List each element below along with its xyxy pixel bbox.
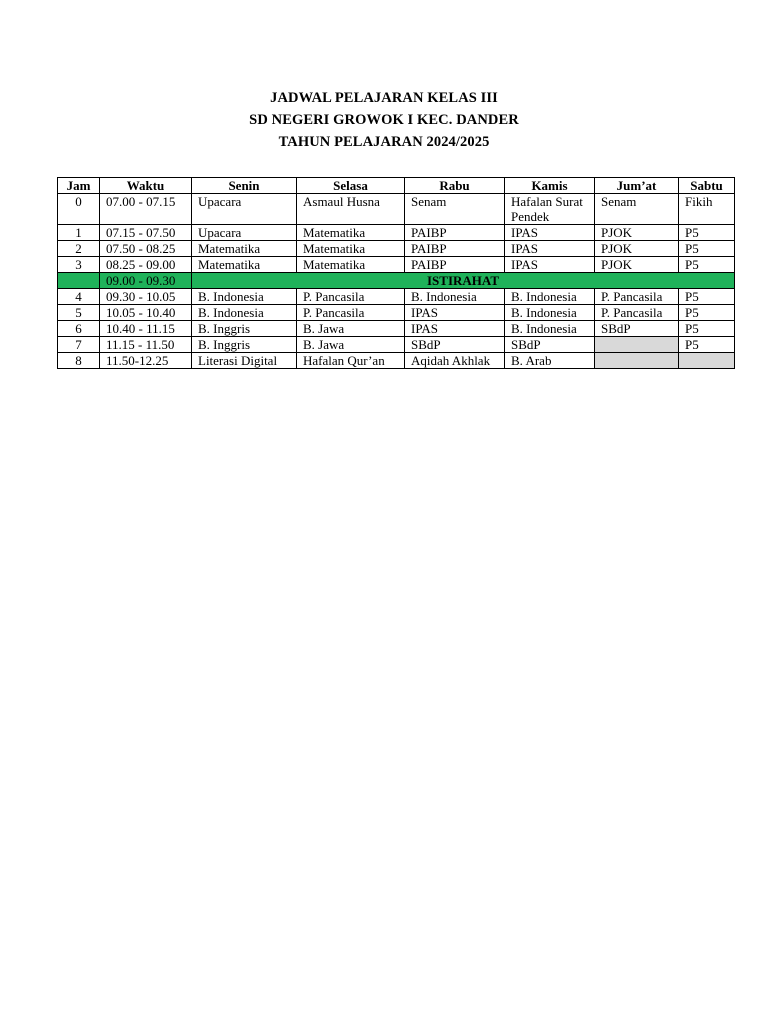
title-line-2: SD NEGERI GROWOK I KEC. DANDER	[249, 112, 519, 128]
cell-selasa: B. Jawa	[297, 337, 405, 353]
cell-jumat: P. Pancasila	[595, 305, 679, 321]
cell-jumat: PJOK	[595, 225, 679, 241]
cell-jumat: Senam	[595, 194, 679, 225]
cell-rabu: IPAS	[405, 321, 505, 337]
cell-jam: 4	[58, 289, 100, 305]
cell-selasa: Matematika	[297, 241, 405, 257]
cell-jumat: PJOK	[595, 241, 679, 257]
cell-senin: Upacara	[192, 225, 297, 241]
cell-waktu: 11.50-12.25	[100, 353, 192, 369]
cell-rabu: PAIBP	[405, 241, 505, 257]
cell-senin: B. Inggris	[192, 321, 297, 337]
header-waktu: Waktu	[100, 178, 192, 194]
cell-jam: 0	[58, 194, 100, 225]
table-row	[58, 321, 735, 337]
cell-jumat: PJOK	[595, 257, 679, 273]
cell-jumat: P. Pancasila	[595, 289, 679, 305]
header-kamis: Kamis	[505, 178, 595, 194]
title-line-1: JADWAL PELAJARAN KELAS III	[270, 90, 498, 106]
cell-selasa: Hafalan Qur’an	[297, 353, 405, 369]
table-row	[58, 225, 735, 241]
table-row	[58, 353, 735, 369]
cell-waktu: 09.00 - 09.30	[100, 273, 192, 289]
cell-waktu: 09.30 - 10.05	[100, 289, 192, 305]
cell-rabu: Senam	[405, 194, 505, 225]
cell-kamis: IPAS	[505, 241, 595, 257]
cell-jumat-empty	[595, 337, 679, 353]
cell-rabu: PAIBP	[405, 225, 505, 241]
cell-kamis: IPAS	[505, 257, 595, 273]
break-row	[58, 273, 735, 289]
header-row	[58, 178, 735, 194]
cell-sabtu: P5	[679, 305, 735, 321]
cell-sabtu: Fikih	[679, 194, 735, 225]
cell-waktu: 07.15 - 07.50	[100, 225, 192, 241]
table-row	[58, 194, 735, 225]
table-row	[58, 337, 735, 353]
header-jam: Jam	[58, 178, 100, 194]
table-row	[58, 305, 735, 321]
cell-jam	[58, 273, 100, 289]
cell-selasa: Asmaul Husna	[297, 194, 405, 225]
table-row	[58, 241, 735, 257]
cell-selasa: P. Pancasila	[297, 289, 405, 305]
cell-kamis: B. Arab	[505, 353, 595, 369]
cell-sabtu: P5	[679, 289, 735, 305]
cell-jam: 8	[58, 353, 100, 369]
cell-waktu: 08.25 - 09.00	[100, 257, 192, 273]
cell-waktu: 11.15 - 11.50	[100, 337, 192, 353]
cell-jam: 2	[58, 241, 100, 257]
cell-waktu: 10.40 - 11.15	[100, 321, 192, 337]
cell-selasa: P. Pancasila	[297, 305, 405, 321]
cell-sabtu: P5	[679, 337, 735, 353]
header-sabtu: Sabtu	[679, 178, 735, 194]
cell-sabtu: P5	[679, 241, 735, 257]
cell-jam: 1	[58, 225, 100, 241]
document-title-block	[0, 87, 768, 153]
cell-waktu: 07.50 - 08.25	[100, 241, 192, 257]
cell-kamis: Hafalan Surat Pendek	[505, 194, 595, 225]
cell-jam: 3	[58, 257, 100, 273]
cell-rabu: PAIBP	[405, 257, 505, 273]
cell-senin: Upacara	[192, 194, 297, 225]
cell-senin: Literasi Digital	[192, 353, 297, 369]
cell-kamis: SBdP	[505, 337, 595, 353]
cell-selasa: Matematika	[297, 225, 405, 241]
cell-rabu: IPAS	[405, 305, 505, 321]
cell-kamis: B. Indonesia	[505, 289, 595, 305]
cell-sabtu-empty	[679, 353, 735, 369]
cell-jam: 5	[58, 305, 100, 321]
cell-jam: 6	[58, 321, 100, 337]
cell-senin: B. Indonesia	[192, 305, 297, 321]
cell-rabu: B. Indonesia	[405, 289, 505, 305]
cell-sabtu: P5	[679, 225, 735, 241]
cell-jumat: SBdP	[595, 321, 679, 337]
cell-senin: Matematika	[192, 241, 297, 257]
cell-senin: B. Inggris	[192, 337, 297, 353]
header-selasa: Selasa	[297, 178, 405, 194]
cell-selasa: B. Jawa	[297, 321, 405, 337]
header-rabu: Rabu	[405, 178, 505, 194]
cell-waktu: 07.00 - 07.15	[100, 194, 192, 225]
cell-waktu: 10.05 - 10.40	[100, 305, 192, 321]
schedule-table	[57, 177, 735, 369]
cell-selasa: Matematika	[297, 257, 405, 273]
break-label: ISTIRAHAT	[192, 273, 735, 289]
table-row	[58, 257, 735, 273]
cell-kamis: IPAS	[505, 225, 595, 241]
cell-sabtu: P5	[679, 321, 735, 337]
title-line-3: TAHUN PELAJARAN 2024/2025	[278, 134, 490, 150]
cell-senin: Matematika	[192, 257, 297, 273]
header-jumat: Jum’at	[595, 178, 679, 194]
cell-jumat-empty	[595, 353, 679, 369]
cell-rabu: Aqidah Akhlak	[405, 353, 505, 369]
cell-kamis: B. Indonesia	[505, 321, 595, 337]
cell-sabtu: P5	[679, 257, 735, 273]
cell-senin: B. Indonesia	[192, 289, 297, 305]
cell-rabu: SBdP	[405, 337, 505, 353]
cell-kamis: B. Indonesia	[505, 305, 595, 321]
header-senin: Senin	[192, 178, 297, 194]
table-row	[58, 289, 735, 305]
cell-jam: 7	[58, 337, 100, 353]
